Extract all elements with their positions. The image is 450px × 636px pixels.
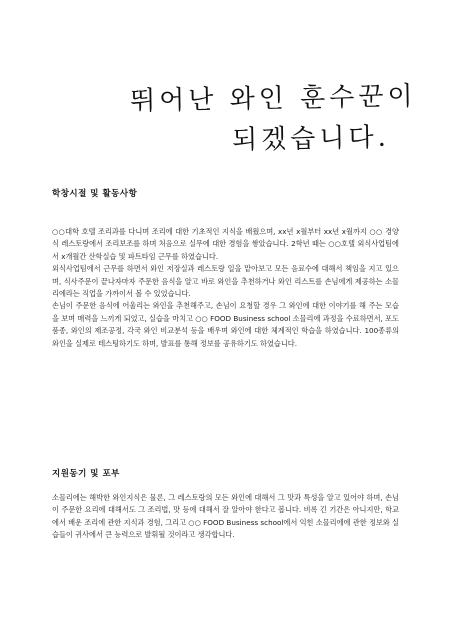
document-title-line-2: 되겠습니다. <box>231 122 391 156</box>
section-heading-activities: 학창시절 및 활동사항 <box>52 189 138 199</box>
section-heading-motivation: 지원동기 및 포부 <box>52 469 120 479</box>
paragraph: 소믈리에는 해박한 와인지식은 물론, 그 레스토랑의 모든 와인에 대해서 그 맛과 특성을 알고 있어야 하며, 손님이 주문한 요리에 대해서도 그 조리법, 맛 등에 대해서 잘 알아야 한다고 봅니다. 비록 긴 기간은 아니지만, 학교에서 배운 조리에 관한 지식과 경험, 그리고 ○○ FOOD Business school에서 익힌 소믈리에에 관한 정보와 실습들이 귀사에서 큰 능력으로 발휘될 것이라고 생각합니다. <box>52 493 400 540</box>
paragraph: 손님이 주문한 음식에 어울리는 와인을 추천해주고, 손님이 요청할 경우 그 와인에 대한 이야기를 해 주는 모습을 보며 매력을 느끼게 되었고, 실습을 마치고 ○○ FOOD Business school 소믈리에 과정을 수료하면서, 포도 품종, 와인의 제조공정, 각국 와인 비교분석 등을 배우며 와인에 대한 체계적인 학습을 하였습니다. 100종류의 와인을 실제로 테스팅하기도 하며, 발표를 통해 정보를 공유하기도 하였습니다. <box>52 301 400 348</box>
document-title-line-1: 뛰어난 와인 훈수꾼이 <box>129 81 417 117</box>
section-body-activities <box>52 226 399 350</box>
section-body-motivation <box>52 492 399 542</box>
paragraph: 외식사업팀에서 근무를 하면서 와인 저장실과 레스토랑 일을 맡아보고 모든 음료수에 대해서 책임을 지고 있으며, 식사주문이 끝나자마자 주문한 음식을 알고 바로 와인을 추천하거나 와인 리스트를 손님에게 제공하는 소믈리에라는 직업을 가까이서 볼 수 있었습니다. <box>52 264 399 299</box>
paragraph: ○○대학 호텔 조리과를 다니며 조리에 대한 기초적인 지식을 배웠으며, xx년 x월부터 xx년 x월까지 ○○ 경양식 레스토랑에서 조리보조를 하며 처음으로 실무에 대한 경험을 쌓았습니다. 2학년 때는 ○○호텔 외식사업팀에서 x개월간 산학실습 및 파트타임 근무를 하였습니다. <box>52 227 399 261</box>
